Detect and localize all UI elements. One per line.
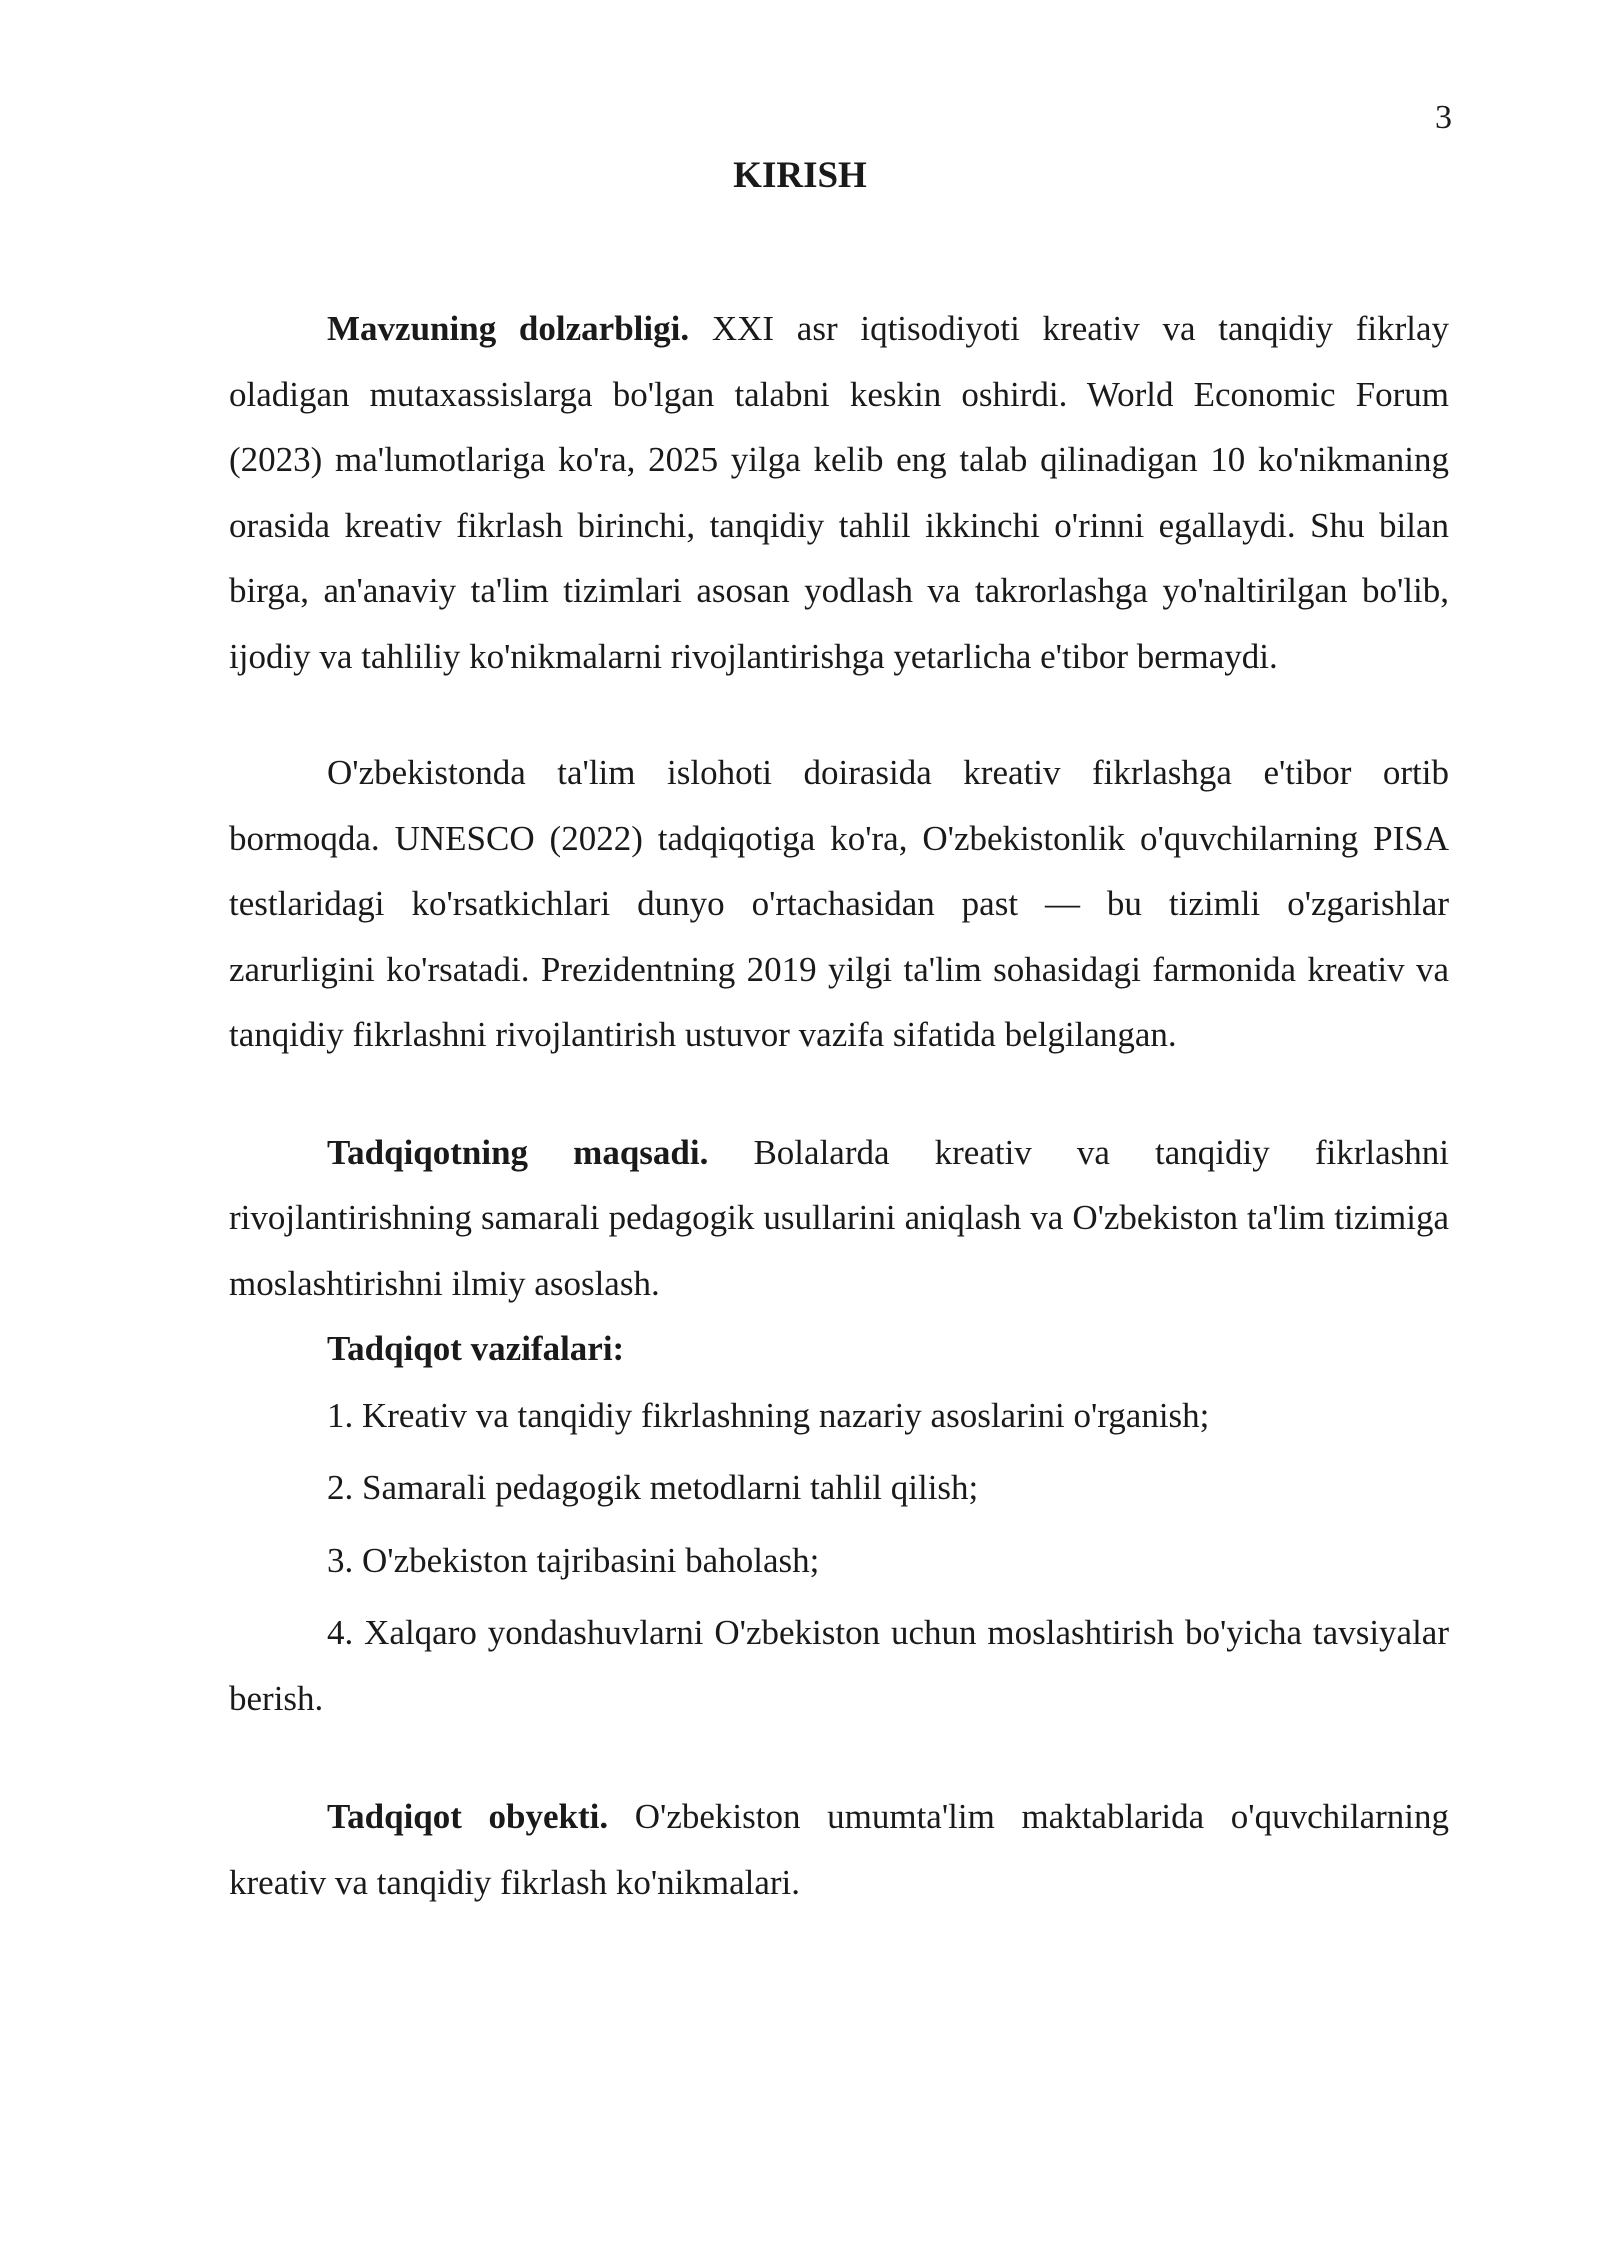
page-title: KIRISH xyxy=(733,155,867,196)
page-number: 3 xyxy=(1435,99,1452,136)
object-text: O'zbekiston umumta'lim maktablarida o'quvchilarning kreativ va tanqidiy fikrlash ko'nikmalari. xyxy=(229,1797,1449,1902)
object-paragraph xyxy=(229,1784,1449,1915)
task-item-1: 1. Kreativ va tanqidiy fikrlashning nazariy asoslarini o'rganish; xyxy=(327,1395,1210,1435)
relevance-lead: Mavzuning dolzarbligi. xyxy=(327,309,690,348)
task-item-4: 4. Xalqaro yondashuvlarni O'zbekiston uchun moslashtirish bo'yicha tavsiyalar berish. xyxy=(229,1613,1449,1718)
object-lead: Tadqiqot obyekti. xyxy=(327,1797,609,1836)
relevance-paragraph xyxy=(229,296,1449,689)
uzbekistan-paragraph: O'zbekistonda ta'lim islohoti doirasida kreativ fikrlashga e'tibor ortib bormoqda. UNESCO (2022) tadqiqotiga ko'ra, O'zbekistonlik o'quvchilarning PISA testlaridagi ko'rsatkichlari dunyo o'rtachasidan past — bu tizimli o'zgarishlar zarurligini ko'rsatadi. Prezidentning 2019 yilgi ta'lim sohasidagi farmonida kreativ va tanqidiy fikrlashni rivojlantirish ustuvor vazifa sifatida belgilangan. xyxy=(229,753,1449,1054)
goal-lead: Tadqiqotning maqsadi. xyxy=(327,1132,709,1172)
task-item-2: 2. Samarali pedagogik metodlarni tahlil qilish; xyxy=(327,1468,979,1507)
document-body xyxy=(229,296,1449,1915)
task-item-3: 3. O'zbekiston tajribasini baholash; xyxy=(327,1540,820,1580)
tasks-heading: Tadqiqot vazifalari: xyxy=(327,1329,625,1368)
goal-paragraph xyxy=(229,1120,1449,1317)
goal-text: Bolalarda kreativ va tanqidiy fikrlashni rivojlantirishning samarali pedagogik usullarini aniqlash va O'zbekiston ta'lim tizimiga moslashtirishni ilmiy asoslash. xyxy=(229,1132,1449,1303)
relevance-text: XXI asr iqtisodiyoti kreativ va tanqidiy fikrlay oladigan mutaxassislarga bo'lgan talabni keskin oshirdi. World Economic Forum (2023) ma'lumotlariga ko'ra, 2025 yilga kelib eng talab qilinadigan 10 ko'nikmaning orasida kreativ fikrlash birinchi, tanqidiy tahlil ikkinchi o'rinni egallaydi. Shu bilan birga, an'anaviy ta'lim tizimlari asosan yodlash va takrorlashga yo'naltirilgan bo'lib, ijodiy va tahliliy ko'nikmalarni rivojlantirishga yetarlicha e'tibor bermaydi. xyxy=(229,309,1449,676)
